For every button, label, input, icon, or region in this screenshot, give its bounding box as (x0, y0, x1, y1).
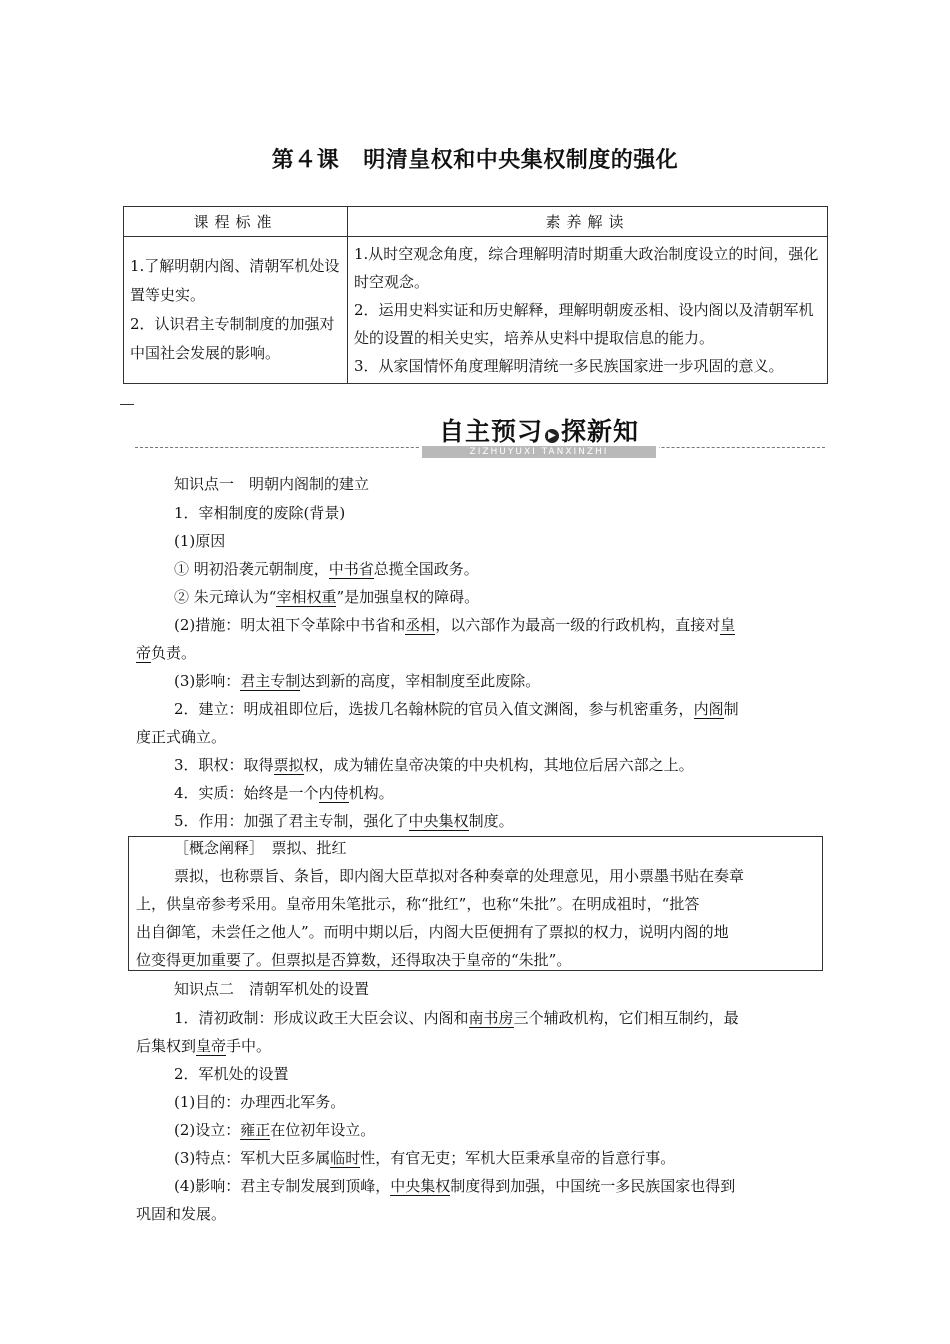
k2-p1-cont: 后集权到皇帝手中。 (136, 1037, 272, 1055)
k1-p4: ② 朱元璋认为“宰相权重”是加强皇权的障碍。 (174, 588, 480, 606)
k1-p1: 1．宰相制度的废除(背景) (174, 504, 346, 522)
table-corner-mark (120, 404, 134, 405)
k1-p5: (2)措施：明太祖下令革除中书省和丞相，以六部作为最高一级的行政机构，直接对皇 (174, 616, 736, 634)
literacy-item: 2．运用史料实证和历史解释，理解明朝废丞相、设内阁以及清朝军机处的设置的相关史实，培养从史料中提取信息的能力。 (354, 301, 814, 347)
concept-line: 出自御笔，未尝任之他人”。而明中期以后，内阁大臣便拥有了票拟的权力，说明内阁的地 (136, 923, 729, 941)
k1-p7: 2．建立：明成祖即位后，选拔几名翰林院的官员入值文渊阁，参与机密重务，内阁制 (174, 700, 739, 718)
standard-item: 1.了解明朝内阁、清朝军机处设置等史实。 (130, 257, 340, 304)
section-banner (419, 412, 659, 458)
header-standards: 课程标准 (124, 207, 348, 237)
k1-p8: 3．职权：取得票拟权，成为辅佐皇帝决策的中央机构，其地位后居六部之上。 (174, 756, 694, 774)
literacy-item: 3．从家国情怀角度理解明清统一多民族国家进一步巩固的意义。 (354, 357, 784, 375)
k2-heading: 知识点二 清朝军机处的设置 (174, 980, 370, 998)
k2-p1: 1．清初政制：形成议政王大臣会议、内阁和南书房三个辅政机构，它们相互制约，最 (174, 1009, 739, 1027)
k1-p9: 4．实质：始终是一个内侍机构。 (174, 784, 394, 802)
k1-p5-cont: 帝负责。 (136, 644, 197, 662)
literacy-item: 1.从时空观念角度，综合理解明清时期重大政治制度设立的时间，强化时空观念。 (354, 245, 819, 291)
literacy-cell (348, 237, 828, 384)
lesson-number: 第４课 (271, 148, 340, 173)
k2-p5: (3)特点：军机大臣多属临时性，有官无吏；军机大臣秉承皇帝的旨意行事。 (174, 1149, 676, 1167)
banner-subtitle: ZIZHUYUXI TANXINZHI (422, 446, 656, 458)
k1-p7-cont: 度正式确立。 (136, 728, 227, 746)
concept-line: 上，供皇帝参考采用。皇帝用朱笔批示，称“批红”，也称“朱批”。在明成祖时，“批答 (136, 895, 700, 913)
k2-p4: (2)设立：雍正在位初年设立。 (174, 1121, 376, 1139)
k1-p6: (3)影响：君主专制达到新的高度，宰相制度至此废除。 (174, 672, 541, 690)
concept-line: 位变得更加重要了。但票拟是否算数，还得取决于皇帝的“朱批”。 (136, 951, 572, 969)
concept-line: 票拟，也称票旨、条旨，即内阁大臣草拟对各种奏章的处理意见，用小票墨书贴在奏章 (174, 867, 745, 885)
concept-heading: ［概念阐释］ 票拟、批红 (174, 839, 347, 857)
lesson-name: 明清皇权和中央集权制度的强化 (363, 148, 679, 173)
k2-p6-cont: 巩固和发展。 (136, 1205, 227, 1223)
header-literacy: 素养解读 (348, 207, 828, 237)
k1-p2: (1)原因 (174, 532, 226, 550)
k1-p3: ① 明初沿袭元朝制度，中书省总揽全国政务。 (174, 560, 479, 578)
k2-p6: (4)影响：君主专制发展到顶峰，中央集权制度得到加强，中国统一多民族国家也得到 (174, 1177, 736, 1195)
curriculum-standards-table (123, 206, 828, 384)
k1-p10: 5．作用：加强了君主专制，强化了中央集权制度。 (174, 812, 514, 830)
k2-p2: 2．军机处的设置 (174, 1065, 289, 1083)
banner-main-b: 探新知 (561, 417, 640, 446)
k2-p3: (1)目的：办理西北军务。 (174, 1093, 346, 1111)
lesson-title (0, 143, 950, 174)
arrow-right-icon: ▶ (545, 429, 559, 443)
standards-cell (124, 237, 348, 384)
standard-item: 2．认识君主专制制度的加强对中国社会发展的影响。 (130, 315, 335, 362)
banner-main-a: 自主预习 (438, 417, 543, 446)
k1-heading: 知识点一 明朝内阁制的建立 (174, 475, 370, 493)
